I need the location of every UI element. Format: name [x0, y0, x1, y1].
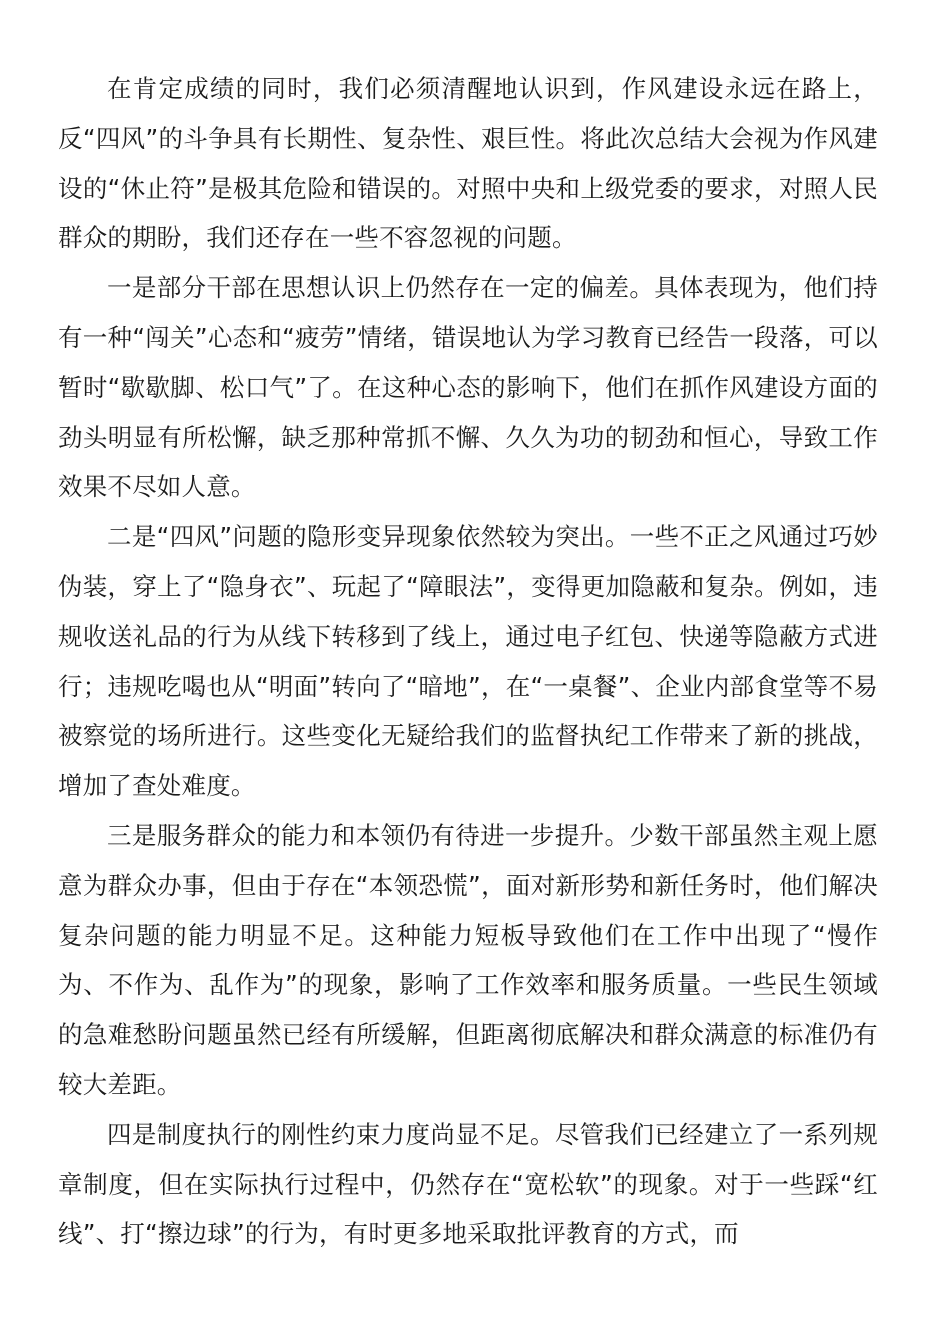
- paragraph-issue-two: 二是“四风”问题的隐形变异现象依然较为突出。一些不正之风通过巧妙伪装，穿上了“隐身衣”、玩起了“障眼法”，变得更加隐蔽和复杂。例如，违规收送礼品的行为从线下转移到了线上，通过电子红包、快递等隐蔽方式进行；违规吃喝也从“明面”转向了“暗地”，在“一桌餐”、企业内部食堂等不易被察觉的场所进行。这些变化无疑给我们的监督执纪工作带来了新的挑战，增加了查处难度。: [58, 522, 878, 801]
- paragraph-issue-three: 三是服务群众的能力和本领仍有待进一步提升。少数干部虽然主观上愿意为群众办事，但由于存在“本领恐慌”，面对新形势和新任务时，他们解决复杂问题的能力明显不足。这种能力短板导致他们在工作中出现了“慢作为、不作为、乱作为”的现象，影响了工作效率和服务质量。一些民生领域的急难愁盼问题虽然已经有所缓解，但距离彻底解决和群众满意的标准仍有较大差距。: [58, 820, 878, 1099]
- paragraph-intro: 在肯定成绩的同时，我们必须清醒地认识到，作风建设永远在路上，反“四风”的斗争具有长期性、复杂性、艰巨性。将此次总结大会视为作风建设的“休止符”是极其危险和错误的。对照中央和上级党委的要求，对照人民群众的期盼，我们还存在一些不容忽视的问题。: [58, 74, 878, 253]
- paragraph-issue-one: 一是部分干部在思想认识上仍然存在一定的偏差。具体表现为，他们持有一种“闯关”心态和“疲劳”情绪，错误地认为学习教育已经告一段落，可以暂时“歇歇脚、松口气”了。在这种心态的影响下，他们在抓作风建设方面的劲头明显有所松懈，缺乏那种常抓不懈、久久为功的韧劲和恒心，导致工作效果不尽如人意。: [58, 273, 878, 502]
- document-body: [58, 64, 878, 1259]
- paragraph-issue-four: 四是制度执行的刚性约束力度尚显不足。尽管我们已经建立了一系列规章制度，但在实际执行过程中，仍然存在“宽松软”的现象。对于一些踩“红线”、打“擦边球”的行为，有时更多地采取批评教育的方式，而: [58, 1119, 878, 1249]
